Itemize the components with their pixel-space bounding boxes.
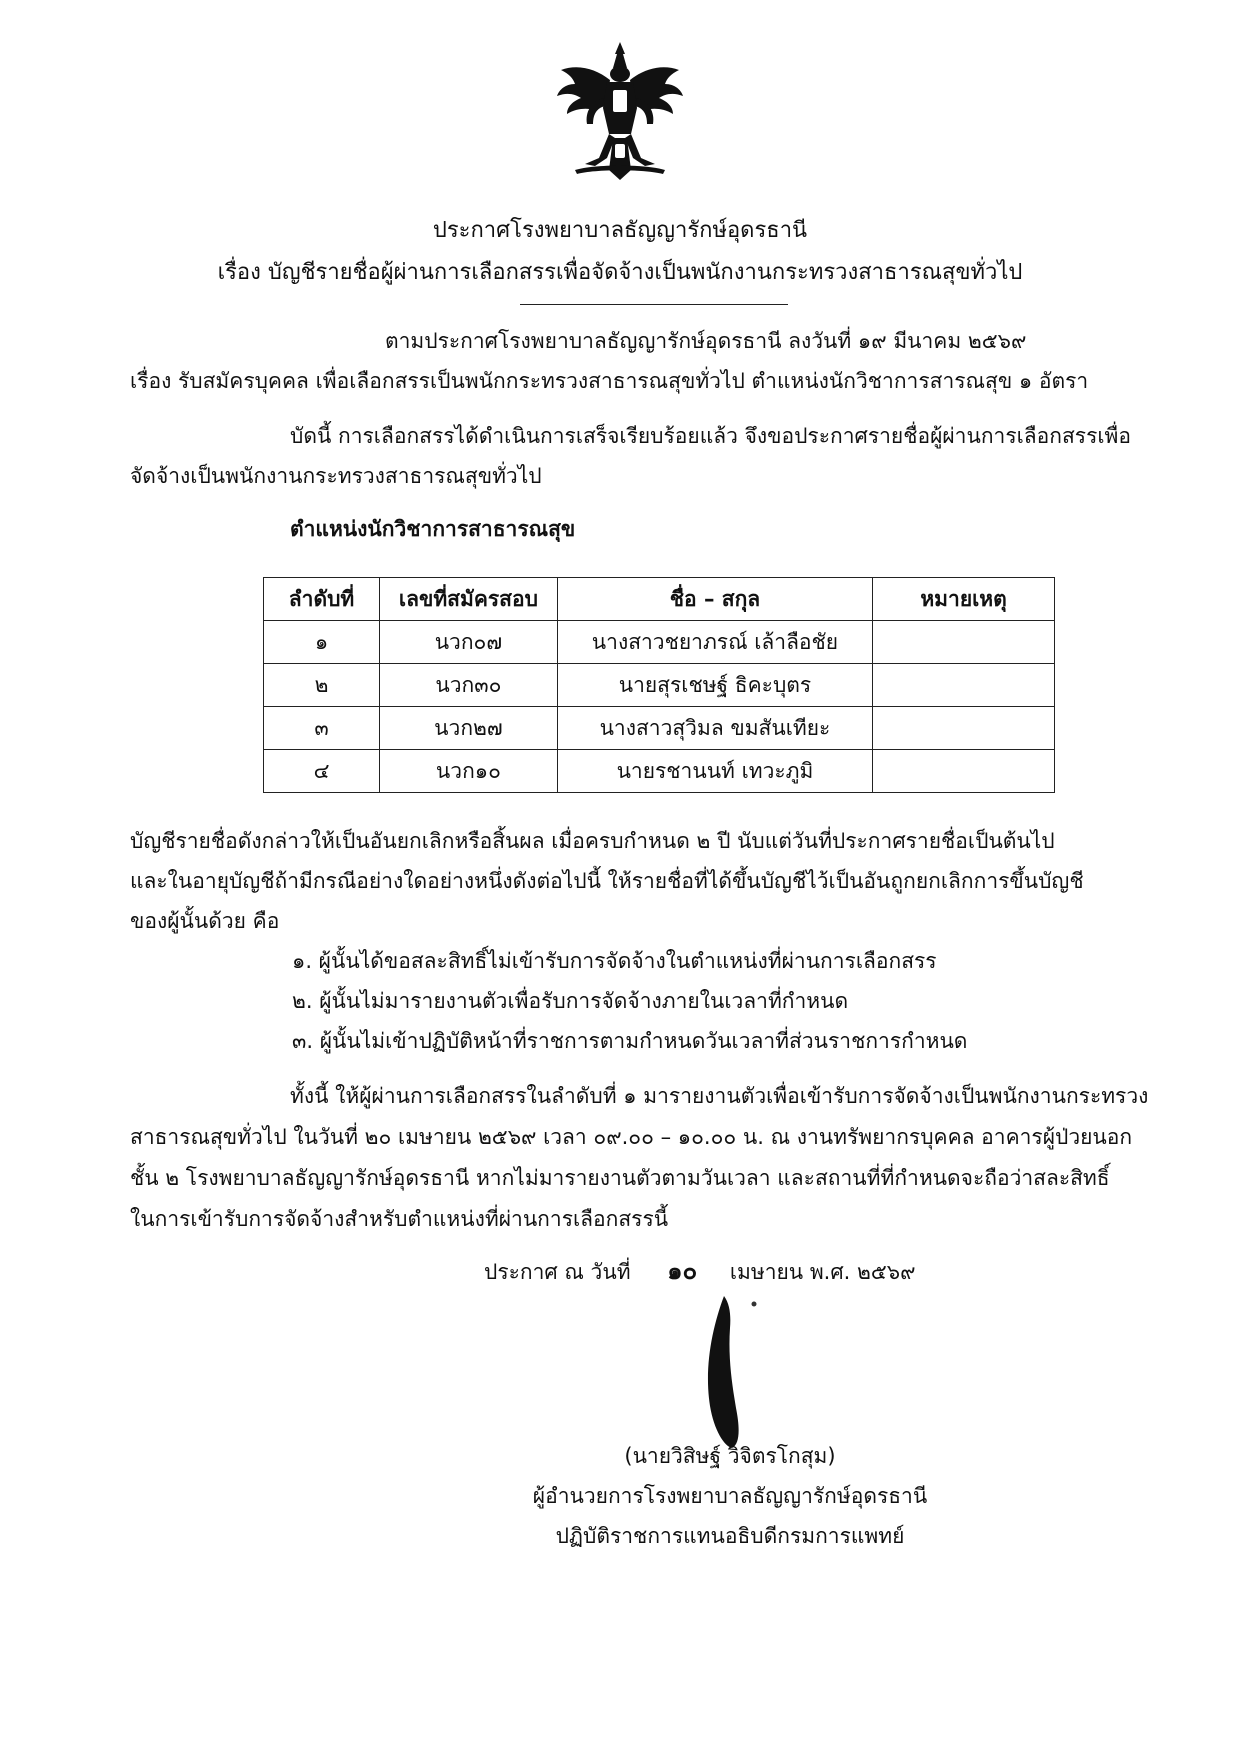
header-application-number: เลขที่สมัครสอบ [380, 578, 558, 621]
conditions-line-1: บัญชีรายชื่อดังกล่าวให้เป็นอันยกเลิกหรือสิ้นผล เมื่อครบกำหนด ๒ ปี นับแต่วันที่ประกาศรายชื่อเป็นต้นไป [130, 829, 1055, 853]
table-header-row [264, 578, 1055, 621]
results-table [263, 577, 1055, 793]
signatory-title-1: ผู้อำนวยการโรงพยาบาลธัญญารักษ์อุดรธานี [532, 1484, 928, 1508]
condition-item-2: ๒. ผู้นั้นไม่มารายงานตัวเพื่อรับการจัดจ้างภายในเวลาที่กำหนด [292, 989, 849, 1013]
row-application-number: นวก๑๐ [380, 750, 558, 793]
date-suffix: เมษายน พ.ศ. ๒๕๖๙ [729, 1260, 916, 1284]
report-line-4: ในการเข้ารับการจัดจ้างสำหรับตำแหน่งที่ผ่านการเลือกสรรนี้ [130, 1207, 669, 1231]
report-line-2: สาธารณสุขทั่วไป ในวันที่ ๒๐ เมษายน ๒๕๖๙ เวลา ๐๙.๐๐ – ๑๐.๐๐ น. ณ งานทรัพยากรบุคคล อาคารผู้ป่วยนอก [130, 1125, 1133, 1149]
announcement-date [484, 1250, 915, 1293]
header-full-name: ชื่อ – สกุล [557, 578, 872, 621]
row-full-name: นางสาวสุวิมล ขมสันเทียะ [557, 707, 872, 750]
row-full-name: นายรชานนท์ เทวะภูมิ [557, 750, 872, 793]
announcement-title [0, 210, 1240, 294]
table-row [264, 621, 1055, 664]
condition-item-1: ๑. ผู้นั้นได้ขอสละสิทธิ์ไม่เข้ารับการจัดจ้างในตำแหน่งที่ผ่านการเลือกสรร [292, 949, 937, 973]
row-order: ๒ [264, 664, 380, 707]
row-remarks [873, 664, 1055, 707]
title-divider [520, 304, 788, 305]
row-remarks [873, 621, 1055, 664]
conditions-line-3: ของผู้นั้นด้วย คือ [130, 909, 280, 933]
report-line-1: ทั้งนี้ ให้ผู้ผ่านการเลือกสรรในลำดับที่ ๑ มารายงานตัวเพื่อเข้ารับการจัดจ้างเป็นพนักงานกระทรวง [290, 1084, 1149, 1108]
table-row [264, 750, 1055, 793]
row-application-number: นวก๒๗ [380, 707, 558, 750]
row-full-name: นางสาวชยาภรณ์ เล้าลือชัย [557, 621, 872, 664]
signatory-title-2: ปฏิบัติราชการแทนอธิบดีกรมการแพทย์ [555, 1524, 905, 1548]
signature-mark-icon [690, 1288, 780, 1458]
row-order: ๔ [264, 750, 380, 793]
position-heading: ตำแหน่งนักวิชาการสาธารณสุข [290, 517, 576, 541]
organization-line: ประกาศโรงพยาบาลธัญญารักษ์อุดรธานี [432, 218, 808, 243]
conditions-line-2: และในอายุบัญชีถ้ามีกรณีอย่างใดอย่างหนึ่งดังต่อไปนี้ ให้รายชื่อที่ได้ขึ้นบัญชีไว้เป็นอันถูกยกเลิกการขึ้นบัญชี [130, 869, 1084, 893]
date-prefix: ประกาศ ณ วันที่ [484, 1260, 631, 1284]
reference-line-1: ตามประกาศโรงพยาบาลธัญญารักษ์อุดรธานี ลงวันที่ ๑๙ มีนาคม ๒๕๖๙ [385, 329, 1027, 353]
garuda-emblem-icon [555, 38, 685, 190]
announcement-line-1: บัดนี้ การเลือกสรรได้ดำเนินการเสร็จเรียบร้อยแล้ว จึงขอประกาศรายชื่อผู้ผ่านการเลือกสรรเพื่อ [290, 424, 1131, 448]
row-remarks [873, 750, 1055, 793]
subject-line: เรื่อง บัญชีรายชื่อผู้ผ่านการเลือกสรรเพื่อจัดจ้างเป็นพนักงานกระทรวงสาธารณสุขทั่วไป [217, 260, 1023, 285]
row-order: ๓ [264, 707, 380, 750]
row-application-number: นวก๐๗ [380, 621, 558, 664]
row-order: ๑ [264, 621, 380, 664]
row-application-number: นวก๓๐ [380, 664, 558, 707]
header-order: ลำดับที่ [264, 578, 380, 621]
date-day-handwritten: ๑๐ [667, 1257, 698, 1285]
table-row [264, 707, 1055, 750]
row-remarks [873, 707, 1055, 750]
announcement-line-2: จัดจ้างเป็นพนักงานกระทรวงสาธารณสุขทั่วไป [130, 464, 542, 488]
signatory-name: (นายวิสิษฐ์ วิจิตรโกสุม) [624, 1444, 836, 1468]
reference-line-2: เรื่อง รับสมัครบุคคล เพื่อเลือกสรรเป็นพนักกระทรวงสาธารณสุขทั่วไป ตำแหน่งนักวิชาการสารณสุข ๑ อัตรา [130, 369, 1089, 393]
table-row [264, 664, 1055, 707]
row-full-name: นายสุรเชษฐ์ ธิคะบุตร [557, 664, 872, 707]
report-line-3: ชั้น ๒ โรงพยาบาลธัญญารักษ์อุดรธานี หากไม่มารายงานตัวตามวันเวลา และสถานที่ที่กำหนดจะถือว่าสละสิทธิ์ [130, 1166, 1110, 1190]
condition-item-3: ๓. ผู้นั้นไม่เข้าปฏิบัติหน้าที่ราชการตามกำหนดวันเวลาที่ส่วนราชการกำหนด [292, 1029, 968, 1053]
header-remarks: หมายเหตุ [873, 578, 1055, 621]
